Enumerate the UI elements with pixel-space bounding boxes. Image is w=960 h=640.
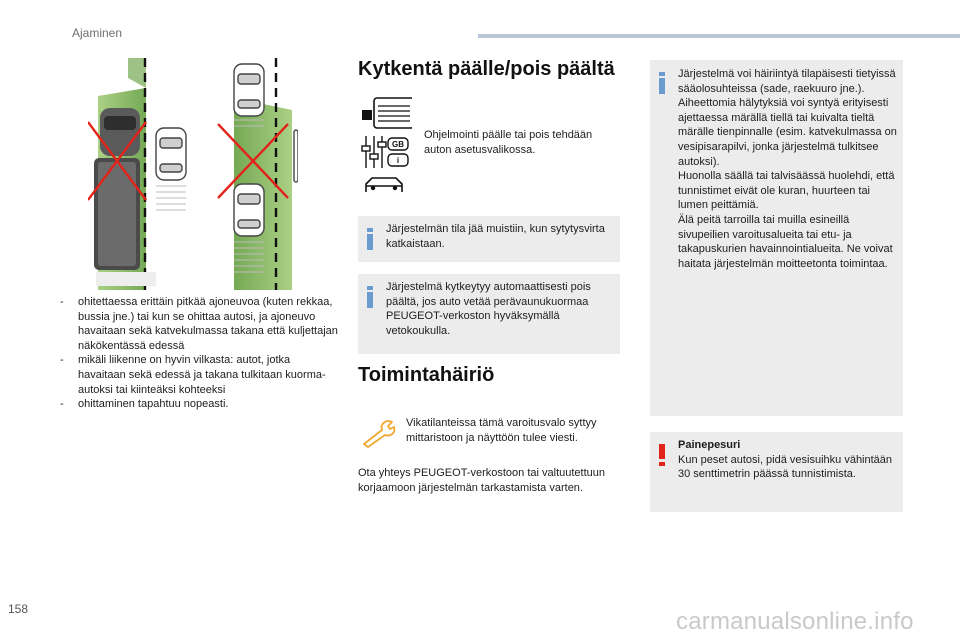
info-text [678, 67, 897, 271]
paragraph: Huonolla säällä tai talvisäässä huolehdi, että tunnistimet eivät ole kuran, huurteen tai lumen peittämiä. [678, 170, 895, 212]
car-ahead-icon [234, 64, 264, 116]
warning-light-text: Vikatilanteissa tämä varoitusvalo syttyy mittaristoon ja näyttöön tulee viesti. [406, 417, 597, 444]
contact-network-text: Ota yhteys PEUGEOT-verkostoon tai valtuutettuun korjaamoon järjestelmän tarkastamista varten. [358, 467, 606, 494]
car-settings-icon [366, 178, 402, 192]
heading-fault: Toimintahäiriö [358, 364, 495, 386]
info-box-trailer [358, 274, 620, 354]
info-label: i [396, 156, 400, 165]
info-box-memory [358, 216, 620, 262]
warning-title: Painepesuri [678, 439, 741, 451]
limitations-list [56, 295, 338, 412]
programming-text: Ohjelmointi päälle tai pois tehdään auton asetusvalikossa. [424, 129, 593, 156]
info-icon [366, 228, 374, 250]
list-item: - ohittaminen tapahtuu nopeasti. [56, 397, 338, 412]
info-icon [658, 72, 666, 94]
gb-label: GB [392, 140, 404, 149]
watermark: carmanualsonline.info [676, 608, 914, 635]
info-text: Järjestelmä kytkeytyy automaattisesti pois päältä, jos auto vetää perävaunukuormaa PEUGEOT-verkoston hyväksymällä vetokoukulla. [386, 281, 591, 337]
paragraph: Järjestelmä voi häiriintyä tilapäisesti tietyissä sääolosuhteissa (sade, raekuuro jne.). [678, 68, 896, 95]
info-icon [366, 286, 374, 308]
own-car-icon [156, 128, 186, 180]
list-item: - mikäli liikenne on hyvin vilkasta: autot, jotka havaitaan sekä edessä ja takana tulkitaan kuorma-autoksi tai kiinteäksi kohteeksi [56, 353, 338, 397]
list-item: - ohitettaessa erittäin pitkää ajoneuvoa (kuten rekkaa, bussia jne.) tai kun se ohittaa autosi, ja ajoneuvo havaitaan sekä katvekulmassa takana että kuljettajan näkökentässä edessä [56, 295, 338, 353]
car-behind-icon [234, 184, 264, 236]
sliders-icon [362, 136, 408, 168]
paragraph: Aiheettomia hälytyksiä voi syntyä erityisesti ajettaessa märällä tiellä tai kuivalta tieltä märälle tienpinnalle (esim. katvekulmassa on vesipisarapilvi, jonka järjestelmä tulkitsee autoksi). [678, 97, 897, 168]
wrench-warning-icon [362, 420, 402, 448]
settings-icons [360, 96, 412, 196]
header-rule [478, 34, 960, 38]
warning-text: Kun peset autosi, pidä vesisuihku vähintään 30 senttimetrin päässä tunnistimista. [678, 453, 893, 481]
section-label: Ajaminen [72, 26, 123, 40]
blind-spot-illustration [88, 58, 298, 290]
page-number: 158 [8, 602, 29, 616]
warning-box-pressure-washer [650, 432, 903, 512]
own-car-right-icon [294, 130, 298, 182]
heading-switch: Kytkentä päälle/pois päältä [358, 58, 615, 80]
info-text: Järjestelmän tila jää muistiin, kun sytytysvirta katkaistaan. [386, 223, 605, 250]
paragraph: Älä peitä tarroilla tai muilla esineillä sivupeilien varoitusalueita tai etu- ja takapuskurien havainnointialueita. Ne voivat haitata järjestelmän moitteetonta toimintaa. [678, 213, 893, 270]
warning-icon [658, 444, 666, 466]
truck-icon [94, 108, 140, 270]
screen-icon [362, 98, 412, 128]
info-box-weather [650, 60, 903, 416]
